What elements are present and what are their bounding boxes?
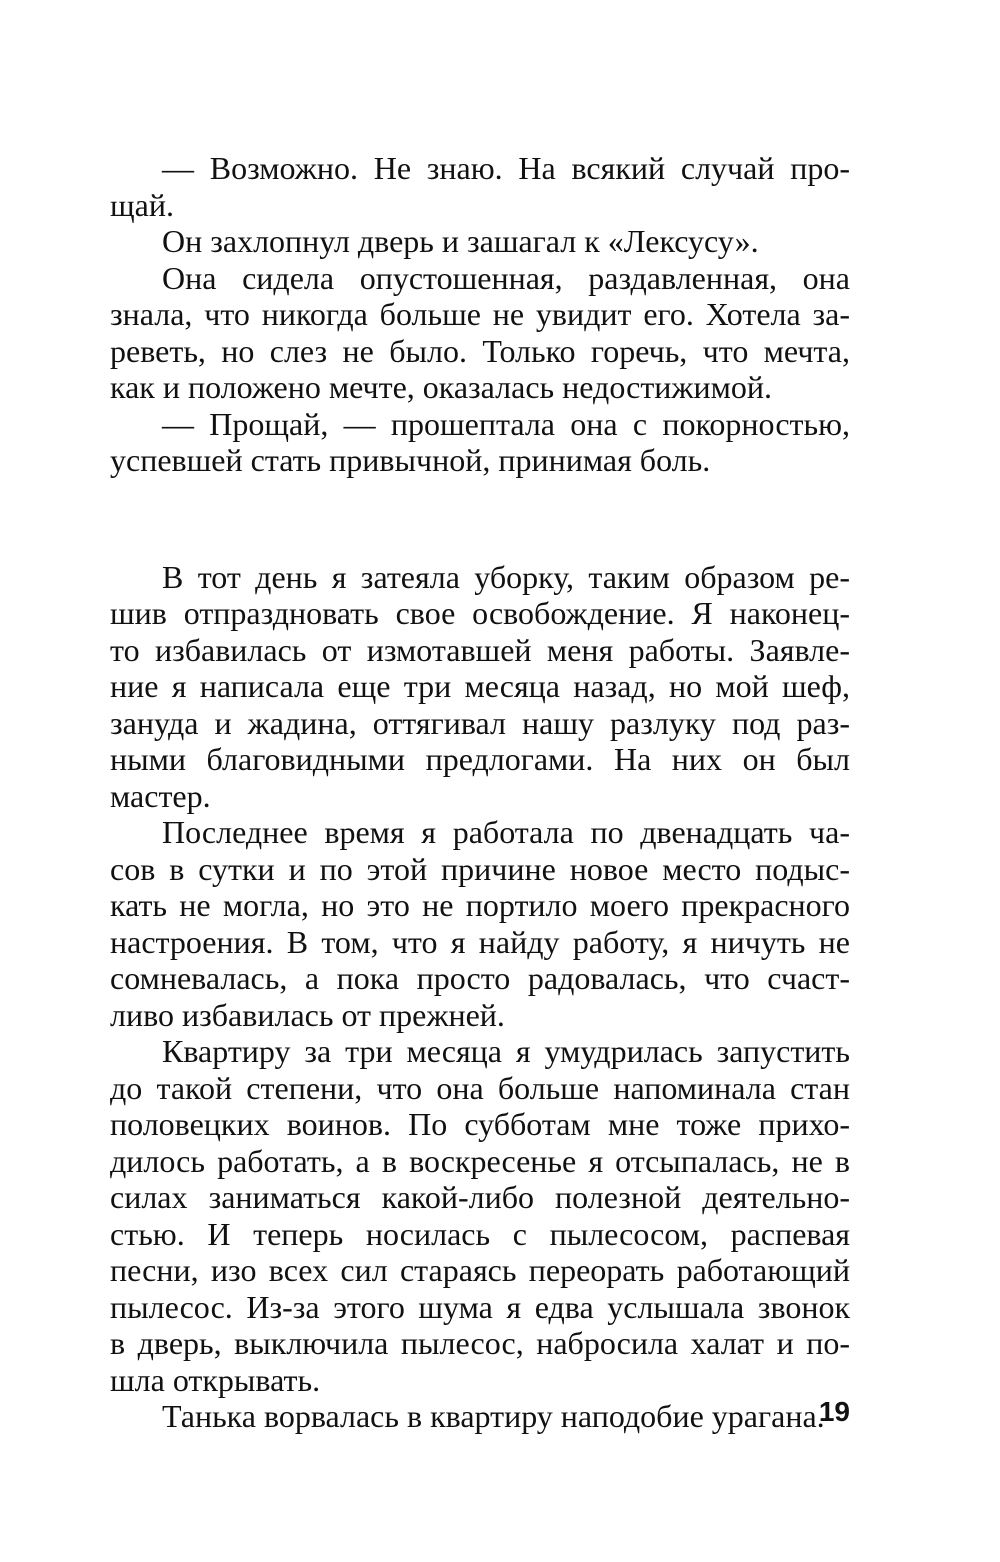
paragraph bbox=[110, 260, 850, 406]
paragraph bbox=[110, 223, 850, 260]
text-line: Танька ворвалась в квартиру наподобие урагана. bbox=[162, 1398, 825, 1434]
text-line: В тот день я затеяла уборку, таким образом ре- bbox=[162, 558, 850, 595]
text-line: песни, изо всех сил стараясь переорать работающий bbox=[110, 1252, 850, 1288]
text-line: зануда и жадина, оттягивал нашу разлуку под раз- bbox=[110, 704, 850, 741]
text-line: то избавилась от измотавшей меня работы. Заявле- bbox=[110, 631, 850, 668]
text-line: силах заниматься какой-либо полезной деятельно- bbox=[110, 1179, 850, 1215]
paragraph bbox=[110, 1398, 850, 1435]
text-line: Последнее время я работала по двенадцать ча- bbox=[162, 814, 850, 850]
paragraph bbox=[110, 559, 850, 815]
text-line: реветь, но слез не было. Только горечь, что мечта, bbox=[110, 332, 850, 369]
text-line: как и положено мечте, оказалась недостижимой. bbox=[110, 369, 773, 405]
text-line: стью. И теперь носилась с пылесосом, распевая bbox=[110, 1215, 850, 1252]
text-line: в дверь, выключила пылесос, набросила халат и по- bbox=[110, 1325, 850, 1361]
text-line: шла открывать. bbox=[110, 1361, 321, 1398]
text-line: сов в сутки и по этой причине новое место подыс- bbox=[110, 850, 850, 887]
page-number: 19 bbox=[818, 1396, 850, 1427]
text-line: Она сидела опустошенная, раздавленная, она bbox=[162, 259, 850, 296]
text-line: половецких воинов. По субботам мне тоже прихо- bbox=[110, 1106, 850, 1142]
section-break bbox=[110, 479, 850, 559]
text-line: ние я написала еще три месяца назад, но мой шеф, bbox=[110, 668, 850, 704]
text-line: Квартиру за три месяца я умудрилась запустить bbox=[162, 1033, 850, 1069]
paragraph bbox=[110, 814, 850, 1033]
text-line: щай. bbox=[110, 186, 174, 223]
text-line: — Прощай, — прошептала она с покорностью, bbox=[162, 405, 850, 442]
paragraph bbox=[110, 406, 850, 479]
text-line: знала, что никогда больше не увидит его. Хотела за- bbox=[110, 296, 850, 332]
text-line: до такой степени, что она больше напоминала стан bbox=[110, 1069, 850, 1106]
text-line: дилось работать, а в воскресенье я отсыпалась, не в bbox=[110, 1142, 850, 1179]
text-line: настроения. В том, что я найду работу, я ничуть не bbox=[110, 923, 850, 960]
paragraph bbox=[110, 150, 850, 223]
text-line: шив отпраздновать свое освобождение. Я наконец- bbox=[110, 595, 850, 631]
page-body bbox=[110, 150, 850, 1435]
text-line: успевшей стать привычной, принимая боль. bbox=[110, 442, 711, 478]
text-line: сомневалась, а пока просто радовалась, что счаст- bbox=[110, 960, 850, 996]
text-line: Он захлопнул дверь и зашагал к «Лексусу». bbox=[162, 223, 759, 259]
paragraph bbox=[110, 1033, 850, 1398]
text-line: ными благовидными предлогами. На них он был bbox=[110, 741, 850, 777]
text-line: ливо избавилась от прежней. bbox=[110, 996, 505, 1033]
text-line: — Возможно. Не знаю. На всякий случай про- bbox=[162, 150, 850, 186]
text-line: пылесос. Из-за этого шума я едва услышала звонок bbox=[110, 1288, 850, 1325]
text-line: кать не могла, но это не портило моего прекрасного bbox=[110, 887, 850, 923]
text-line: мастер. bbox=[110, 777, 211, 814]
